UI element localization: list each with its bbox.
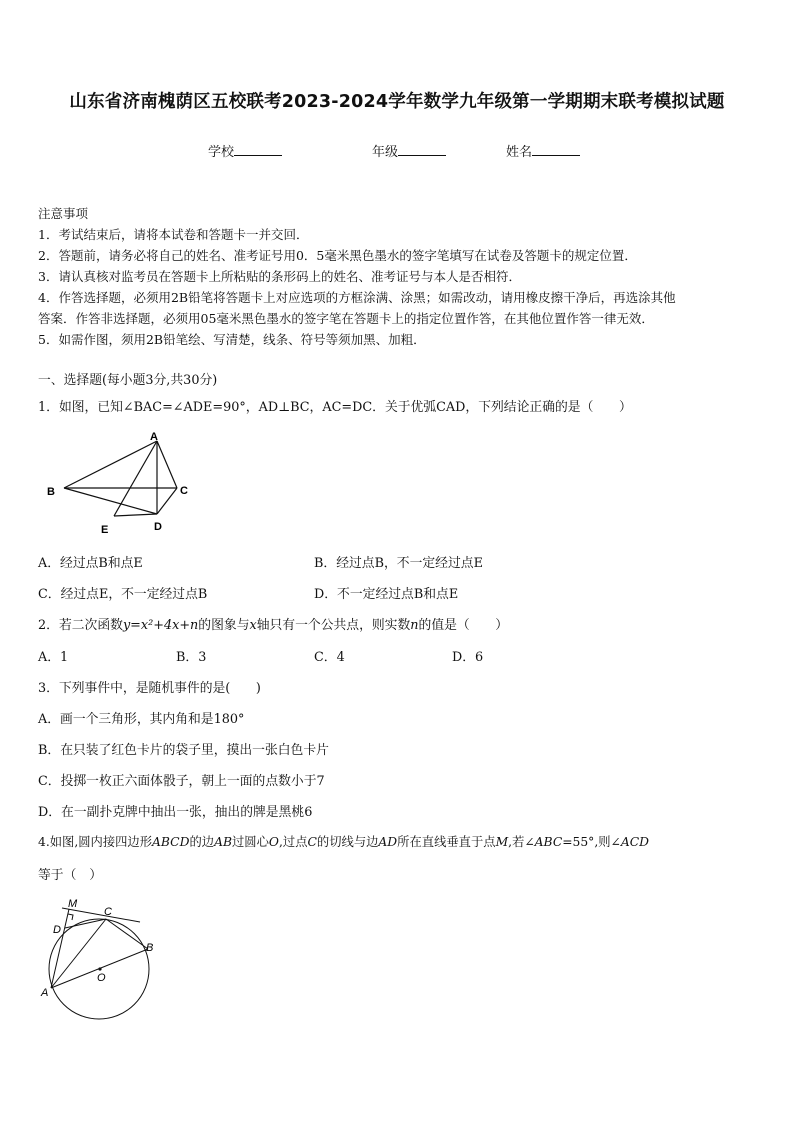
q1-option-c: C．经过点E，不一定经过点B — [38, 587, 208, 602]
q4-figure — [38, 895, 160, 1025]
center-dot — [98, 967, 101, 970]
q4-label-b: B — [146, 942, 154, 954]
page-title: 山东省济南槐荫区五校联考2023-2024学年数学九年级第一学期期末联考模拟试题 — [69, 92, 725, 112]
q2-stem-mid: 的图象与 — [198, 618, 250, 633]
q4-label-a: A — [41, 987, 49, 999]
school-field — [208, 141, 282, 160]
note-item: 1．考试结束后，请将本试卷和答题卡一并交回． — [38, 227, 309, 242]
q1-option-b: B．经过点B，不一定经过点E — [314, 556, 483, 571]
q4-var-o: O — [268, 835, 279, 849]
q3-option-a: A．画一个三角形，其内角和是180° — [38, 712, 245, 727]
q3-option-b: B．在只装了红色卡片的袋子里，摸出一张白色卡片 — [38, 743, 329, 758]
q4-stem-line2: 等于（ ） — [38, 868, 102, 883]
q2-stem-post: 的值是（ ） — [418, 618, 509, 633]
q4-text: 所在直线垂直于点 — [397, 835, 496, 849]
q1-label-d: D — [154, 521, 162, 533]
grade-field — [372, 141, 446, 160]
q3-stem: 3．下列事件中，是随机事件的是( ) — [38, 681, 261, 696]
q4-label-o: O — [97, 972, 106, 984]
segment-bd — [64, 488, 157, 514]
note-item: 答案．作答非选择题，必须用05毫米黑色墨水的签字笔在答题卡上的指定位置作答，在其他位置作答一律无效． — [38, 311, 654, 326]
school-label: 学校 — [208, 145, 235, 160]
name-field — [506, 141, 580, 160]
q1-option-a: A．经过点B和点E — [38, 556, 143, 571]
q2-var-n: n — [410, 618, 419, 633]
q2-stem-mid2: 轴只有一个公共点，则实数 — [256, 618, 411, 633]
q2-option-a: A．1 — [38, 650, 69, 665]
q2-option-b: B．3 — [176, 650, 207, 665]
q4-text: ,过点 — [278, 835, 308, 849]
q1-stem: 1．如图，已知∠BAC=∠ADE=90°，AD⊥BC，AC=DC．关于优弧CAD，下列结论正确的是（ ） — [38, 400, 632, 415]
section-heading: 一、选择题(每小题3分,共30分) — [38, 373, 218, 388]
school-blank — [234, 143, 282, 156]
q1-option-d: D．不一定经过点B和点E — [314, 587, 459, 602]
name-label: 姓名 — [506, 145, 533, 160]
segment-cb — [106, 919, 148, 949]
note-item: 3．请认真核对监考员在答题卡上所粘贴的条形码上的姓名、准考证号与本人是否相符． — [38, 269, 521, 284]
q4-stem-line1 — [38, 832, 649, 850]
q4-text: =55°,则∠ — [562, 835, 621, 849]
notes-block — [38, 203, 758, 350]
note-item: 5．如需作图，须用2B铅笔绘、写清楚，线条、符号等须加黑、加粗． — [38, 332, 426, 347]
q2-option-d: D．6 — [452, 650, 484, 665]
note-item: 4．作答选择题，必须用2B铅笔将答题卡上对应选项的方框涂满、涂黑；如需改动，请用橡皮擦干净后，再选涂其他 — [38, 290, 676, 305]
q1-label-a: A — [150, 431, 158, 443]
q4-label-m: M — [68, 898, 78, 910]
q3-option-d: D．在一副扑克牌中抽出一张，抽出的牌是黑桃6 — [38, 805, 313, 820]
right-angle-mark — [68, 914, 73, 920]
q4-text: 4.如图,圆内接四边形 — [38, 835, 153, 849]
q4-var-abc: ABC — [534, 835, 563, 849]
q1-label-c: C — [180, 485, 188, 497]
q4-label-d: D — [53, 924, 61, 936]
q1-label-b: B — [47, 486, 55, 498]
q2-stem-pre: 2．若二次函数 — [38, 618, 123, 633]
q1-figure — [40, 426, 200, 538]
q4-var-m: M — [495, 835, 509, 849]
q4-text: 的切线与边 — [316, 835, 379, 849]
q4-label-c: C — [104, 906, 112, 918]
name-blank — [532, 143, 580, 156]
q2-formula: y=x²+4x+n — [122, 618, 199, 633]
q2-option-c: C．4 — [314, 650, 345, 665]
segment-ed — [114, 514, 157, 516]
q3-option-c: C．投掷一枚正六面体骰子，朝上一面的点数小于7 — [38, 774, 325, 789]
q4-text: 的边 — [189, 835, 215, 849]
q1-label-e: E — [101, 524, 109, 536]
q4-text: 过圆心 — [231, 835, 269, 849]
grade-label: 年级 — [372, 145, 399, 160]
q2-var-x: x — [249, 618, 257, 633]
note-item: 2．答题前，请务必将自己的姓名、准考证号用0．5毫米黑色墨水的签字笔填写在试卷及答题卡的规定位置． — [38, 248, 637, 263]
q4-var-ad: AD — [378, 835, 398, 849]
q4-var-abcd: ABCD — [152, 835, 190, 849]
segment-cd — [157, 488, 177, 514]
q4-text: ,若∠ — [508, 835, 535, 849]
q4-var-acd: ACD — [620, 835, 649, 849]
q4-var-ab: AB — [214, 835, 232, 849]
q4-var-c: C — [307, 835, 317, 849]
q2-stem — [38, 614, 508, 633]
grade-blank — [398, 143, 446, 156]
notes-heading: 注意事项 — [38, 206, 89, 221]
segment-ac — [157, 441, 177, 488]
